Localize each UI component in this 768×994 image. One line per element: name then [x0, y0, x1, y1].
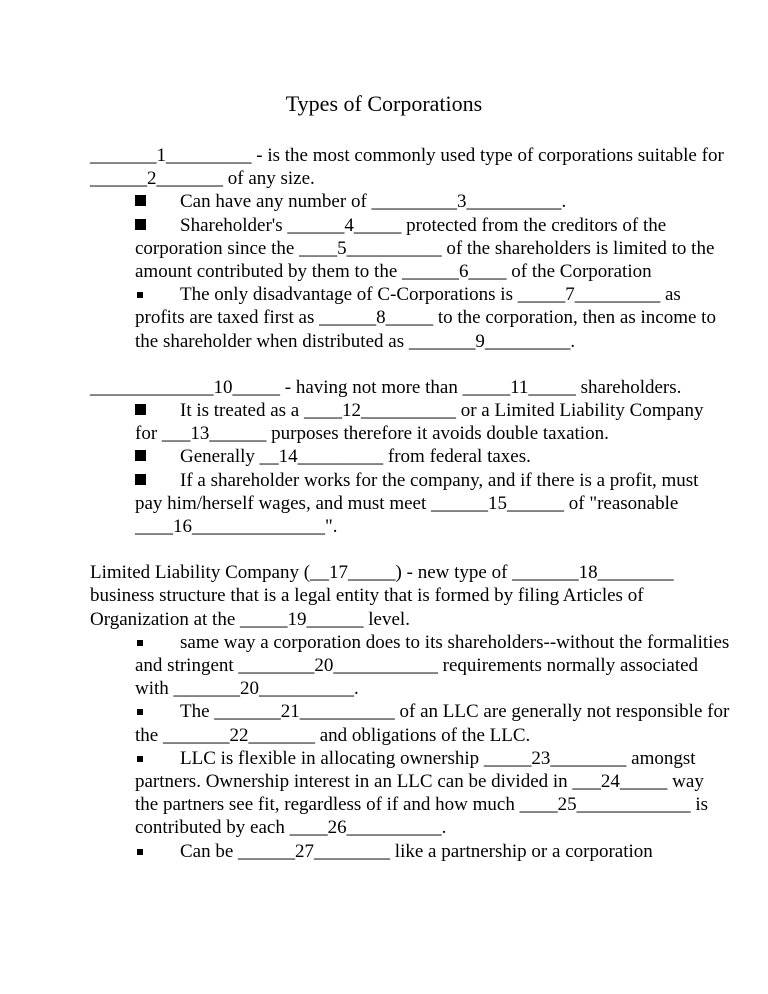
- section-3-bullets: [90, 631, 730, 863]
- bullet-text: The only disadvantage of C-Corporations is _____7_________ as profits are taxed first as ______8_____ to the corporation, then as income to the shareholder when distributed as _______9_________.: [135, 284, 716, 352]
- bullet-item: [135, 214, 730, 284]
- bullet-item: [135, 283, 730, 353]
- bullet-text: same way a corporation does to its shareholders--without the formalities and stringent ________20___________ requirements normally associated with _______20__________.: [135, 631, 730, 700]
- document-body: [90, 144, 730, 863]
- bullet-text: Shareholder's ______4_____ protected from the creditors of the corporation since the ____5__________ of the shareholders is limited to the amount contributed by them to the ______6____ of the Corporation: [135, 214, 715, 283]
- section-1-intro: _______1_________ - is the most commonly used type of corporations suitable for ______2_______ of any size.: [90, 145, 724, 190]
- bullet-item: [135, 700, 730, 746]
- section-3-intro: Limited Liability Company (__17_____) - new type of _______18________ business structure that is a legal entity that is formed by filing Articles of Organization at the _____19______ level.: [90, 562, 674, 630]
- bullet-item: [135, 631, 730, 701]
- document-title: Types of Corporations: [285, 91, 483, 116]
- bullet-text: If a shareholder works for the company, and if there is a profit, must pay him/herself wages, and must meet ______15______ of "reasonable ____16______________".: [135, 469, 699, 538]
- bullet-item: [135, 469, 730, 539]
- bullet-text: It is treated as a ____12__________ or a Limited Liability Company for ___13______ purposes therefore it avoids double taxation.: [135, 400, 704, 445]
- bullet-text: The _______21__________ of an LLC are generally not responsible for the _______22_______ and obligations of the LLC.: [135, 701, 730, 746]
- section-1-bullets: [90, 190, 730, 352]
- section-2-intro: _____________10_____ - having not more than _____11_____ shareholders.: [90, 376, 682, 398]
- section-2-bullets: [90, 399, 730, 538]
- bullet-item: [135, 190, 730, 213]
- bullet-item: [135, 840, 730, 863]
- bullet-text: LLC is flexible in allocating ownership _____23________ amongst partners. Ownership interest in an LLC can be divided in ___24_____ way the partners see fit, regardless of if and how much ____25____________ is contributed by each ____26__________.: [135, 747, 709, 839]
- bullet-item: [135, 747, 730, 840]
- bullet-item: [135, 399, 730, 445]
- bullet-item: [135, 445, 730, 468]
- bullet-text: Generally __14_________ from federal taxes.: [180, 446, 531, 468]
- bullet-text: Can be ______27________ like a partnership or a corporation: [180, 840, 653, 862]
- bullet-text: Can have any number of _________3__________.: [180, 191, 567, 213]
